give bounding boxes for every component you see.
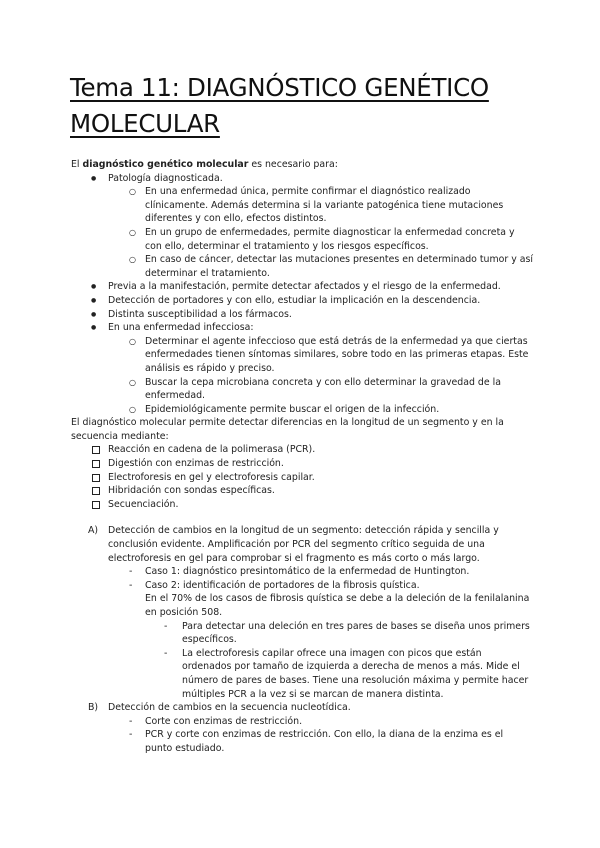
- page-title: [70, 70, 540, 142]
- title-line-2: MOLECULAR: [70, 109, 220, 138]
- title-line-1: Tema 11: DIAGNÓSTICO GENÉTICO: [70, 73, 489, 102]
- list-item: - PCR y corte con enzimas de restricción. Con ello, la diana de la enzima es el punto estudiado.: [71, 728, 533, 755]
- list-item: ● Detección de portadores y con ello, estudiar la implicación en la descendencia.: [71, 294, 533, 308]
- list-item: ○ Epidemiológicamente permite buscar el origen de la infección.: [71, 403, 533, 417]
- section-a-letter: A): [88, 525, 99, 537]
- section-b-letter: B): [88, 702, 99, 714]
- techniques-list: [71, 443, 533, 511]
- list-item: ● En una enfermedad infecciosa:: [71, 321, 533, 335]
- document-body: [71, 158, 533, 756]
- list-item: ○ Determinar el agente infeccioso que está detrás de la enfermedad ya que ciertas enfermedades tienen síntomas similares, sobre todo en las primeras etapas. Este análisis es rápido y preciso.: [71, 335, 533, 376]
- list-item: Digestión con enzimas de restricción.: [71, 457, 533, 471]
- list-item: - Corte con enzimas de restricción.: [71, 715, 533, 729]
- list-item: - Caso 2: identificación de portadores de la fibrosis quística.: [71, 579, 533, 593]
- section-a: [71, 524, 533, 565]
- section-b: [71, 701, 533, 715]
- intro-bold-term: diagnóstico genético molecular: [82, 159, 249, 170]
- section-a-text: Detección de cambios en la longitud de un segmento: detección rápida y sencilla y conclusión evidente. Amplificación por PCR del segmento crítico seguida de una electroforesis en gel para comprobar si el fragmento es más corto o más largo.: [108, 525, 499, 564]
- list-item: - Caso 1: diagnóstico presintomático de la enfermedad de Huntington.: [71, 565, 533, 579]
- list-item: Electroforesis en gel y electroforesis capilar.: [71, 471, 533, 485]
- list-item: ○ En un grupo de enfermedades, permite diagnosticar la enfermedad concreta y con ello, determinar el tratamiento y los riesgos específicos.: [71, 226, 533, 253]
- list-item: - Para detectar una deleción en tres pares de bases se diseña unos primers específicos.: [71, 620, 533, 647]
- list-item: ● Distinta susceptibilidad a los fármacos.: [71, 308, 533, 322]
- list-item: Reacción en cadena de la polimerasa (PCR).: [71, 443, 533, 457]
- differences-paragraph: El diagnóstico molecular permite detectar diferencias en la longitud de un segmento y en la secuencia mediante:: [71, 417, 504, 442]
- list-item: ● Previa a la manifestación, permite detectar afectados y el riesgo de la enfermedad.: [71, 280, 533, 294]
- case2-note: En el 70% de los casos de fibrosis quística se debe a la deleción de la fenilalanina en posición 508.: [145, 593, 530, 618]
- section-b-list: [71, 715, 533, 756]
- list-item: Secuenciación.: [71, 498, 533, 512]
- case2-sublist: [71, 620, 533, 702]
- intro-paragraph: [71, 158, 533, 172]
- section-a-list: [71, 565, 533, 592]
- list-item: ○ Buscar la cepa microbiana concreta y con ello determinar la gravedad de la enfermedad.: [71, 376, 533, 403]
- spacer: [71, 511, 533, 524]
- list-item: ○ En una enfermedad única, permite confirmar el diagnóstico realizado clínicamente. Además determina si la variante patogénica tiene mutaciones diferentes y con ello, efectos distintos.: [71, 185, 533, 226]
- intro-post: es necesario para:: [248, 159, 338, 170]
- list-item: Hibridación con sondas específicas.: [71, 484, 533, 498]
- list-item: ○ En caso de cáncer, detectar las mutaciones presentes en determinado tumor y así determinar el tratamiento.: [71, 253, 533, 280]
- uses-list: [71, 172, 533, 417]
- list-item: ● Patología diagnosticada.: [71, 172, 533, 186]
- section-b-text: Detección de cambios en la secuencia nucleotídica.: [108, 702, 351, 714]
- list-item: - La electroforesis capilar ofrece una imagen con picos que están ordenados por tamaño de izquierda a derecha de menos a más. Mide el número de pares de bases. Tiene una resolución máxima y permite hacer múltiples PCR a la vez si se marcan de manera distinta.: [71, 647, 533, 701]
- intro-pre: El: [71, 159, 83, 170]
